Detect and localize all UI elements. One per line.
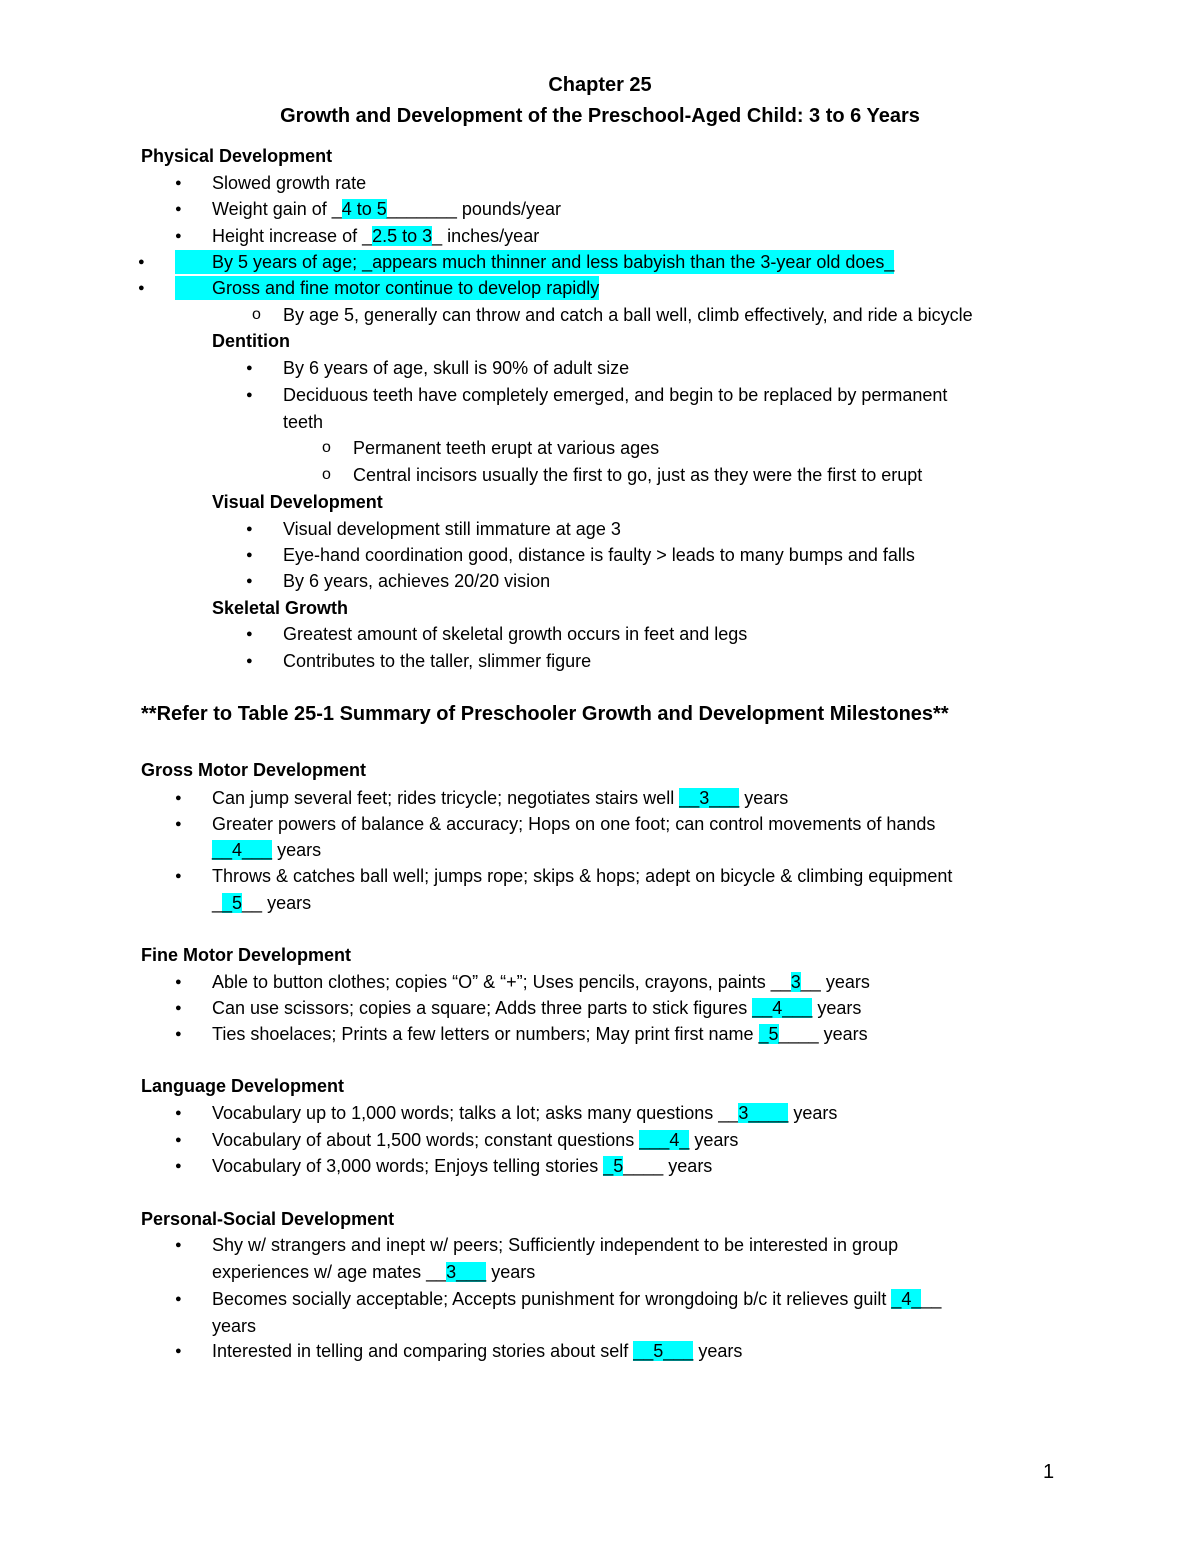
list-item: ● Ties shoelaces; Prints a few letters or numbers; May print first name _5____ years (212, 1022, 868, 1046)
list-item: ● Slowed growth rate (212, 171, 366, 195)
page-title: Growth and Development of the Preschool-Aged Child: 3 to 6 Years (280, 105, 920, 127)
list-item: ● Visual development still immature at age 3 (283, 517, 621, 541)
list-item: ● Eye-hand coordination good, distance is faulty > leads to many bumps and falls (283, 543, 915, 567)
list-item-continuation: __5__ years (212, 893, 312, 913)
list-item: ● By 6 years of age, skull is 90% of adult size (283, 356, 629, 380)
list-item: ● Greater powers of balance & accuracy; Hops on one foot; can control movements of hands (212, 812, 935, 836)
list-item: ● Vocabulary of 3,000 words; Enjoys telling stories _5____ years (212, 1154, 712, 1178)
list-item: ● Height increase of _2.5 to 3_ inches/year (212, 224, 539, 248)
list-item: ● Greatest amount of skeletal growth occurs in feet and legs (283, 622, 747, 646)
list-item: ● Interested in telling and comparing stories about self __5___ years (212, 1339, 742, 1363)
list-item: ● Vocabulary up to 1,000 words; talks a lot; asks many questions __3____ years (212, 1101, 837, 1125)
list-item-continuation: years (212, 1316, 257, 1336)
list-item: ● Weight gain of _4 to 5_______ pounds/year (212, 197, 561, 221)
section-heading-visual: Visual Development (212, 492, 383, 512)
list-item: ● Throws & catches ball well; jumps rope; skips & hops; adept on bicycle & climbing equipment (212, 864, 952, 888)
list-item: ● Deciduous teeth have completely emerged, and begin to be replaced by permanent (283, 383, 947, 407)
list-item: ● Shy w/ strangers and inept w/ peers; Sufficiently independent to be interested in group (212, 1233, 898, 1257)
list-item-continuation: __4___ years (212, 840, 322, 860)
page-number: 1 (1043, 1461, 1055, 1483)
sub-list-item: o By age 5, generally can throw and catch a ball well, climb effectively, and ride a bicycle (283, 303, 973, 327)
sub-list-item: o Permanent teeth erupt at various ages (353, 436, 659, 460)
list-item: ● By 6 years, achieves 20/20 vision (283, 569, 550, 593)
list-item: ● Able to button clothes; copies “O” & “+”; Uses pencils, crayons, paints __3__ years (212, 970, 870, 994)
list-item-highlighted: ● Gross and fine motor continue to develop rapidly (175, 276, 599, 300)
table-reference-note: **Refer to Table 25-1 Summary of Preschooler Growth and Development Milestones** (141, 703, 949, 725)
section-heading-fine-motor: Fine Motor Development (141, 945, 352, 965)
section-heading-language: Language Development (141, 1076, 345, 1096)
list-item: ● Can jump several feet; rides tricycle; negotiates stairs well __3___ years (212, 786, 788, 810)
list-item: ● Becomes socially acceptable; Accepts punishment for wrongdoing b/c it relieves guilt _4___ (212, 1287, 941, 1311)
list-item: ● Contributes to the taller, slimmer figure (283, 649, 591, 673)
section-heading-skeletal: Skeletal Growth (212, 598, 349, 618)
chapter-heading: Chapter 25 (548, 74, 652, 96)
list-item-highlighted: ● By 5 years of age; _appears much thinner and less babyish than the 3-year old does_ (175, 250, 894, 274)
section-heading-gross-motor: Gross Motor Development (141, 760, 367, 780)
sub-list-item: o Central incisors usually the first to go, just as they were the first to erupt (353, 463, 922, 487)
list-item-continuation: teeth (283, 412, 324, 432)
list-item-continuation: experiences w/ age mates __3___ years (212, 1262, 536, 1282)
list-item: ● Can use scissors; copies a square; Adds three parts to stick figures __4___ years (212, 996, 861, 1020)
section-heading-physical: Physical Development (141, 146, 333, 166)
list-item: ● Vocabulary of about 1,500 words; constant questions ___4_ years (212, 1128, 738, 1152)
section-heading-dentition: Dentition (212, 331, 290, 351)
section-heading-personal-social: Personal-Social Development (141, 1209, 395, 1229)
